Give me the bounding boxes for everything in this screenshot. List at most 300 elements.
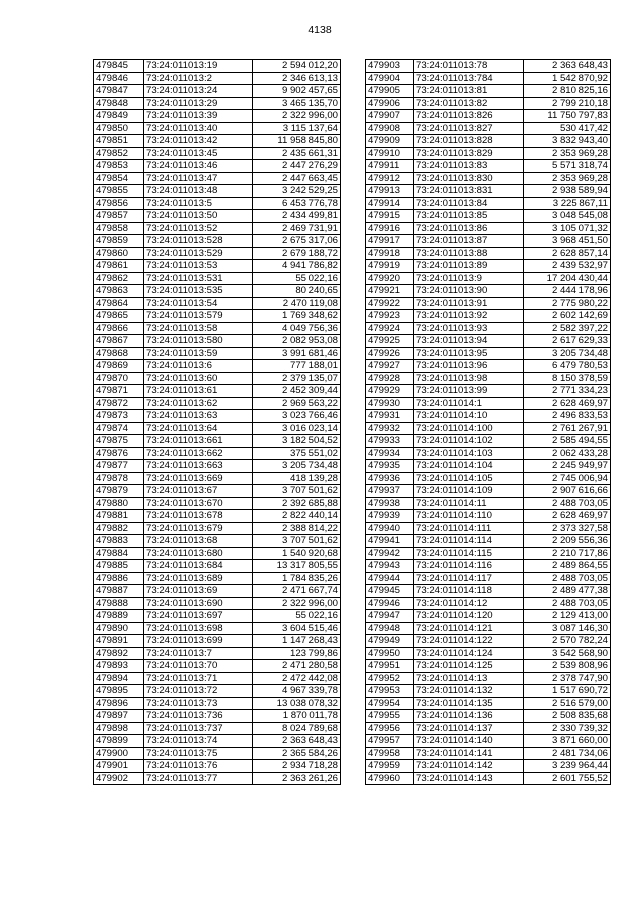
table-row — [94, 710, 341, 723]
table-row — [94, 510, 341, 523]
page-number: 4138 — [308, 24, 332, 36]
row-number-cell: 479916 — [366, 222, 414, 235]
table-row — [366, 572, 611, 585]
value-cell: 2 488 703,05 — [524, 597, 611, 610]
value-cell: 2 679 188,72 — [253, 247, 341, 260]
cadastral-number-cell: 73:24:011013:88 — [414, 247, 524, 260]
value-cell: 6 453 776,78 — [253, 197, 341, 210]
table-row — [94, 747, 341, 760]
row-number-cell: 479945 — [366, 585, 414, 598]
row-number-cell: 479877 — [94, 460, 144, 473]
value-cell: 1 870 011,78 — [253, 710, 341, 723]
value-cell: 2 585 494,55 — [524, 435, 611, 448]
table-row — [94, 685, 341, 698]
value-cell: 8 024 789,68 — [253, 722, 341, 735]
cadastral-number-cell: 73:24:011013:52 — [144, 222, 253, 235]
row-number-cell: 479908 — [366, 122, 414, 135]
row-number-cell: 479911 — [366, 160, 414, 173]
cadastral-number-cell: 73:24:011013:580 — [144, 335, 253, 348]
value-cell: 2 435 661,31 — [253, 147, 341, 160]
cadastral-number-cell: 73:24:011014:109 — [414, 485, 524, 498]
value-cell: 375 551,02 — [253, 447, 341, 460]
cadastral-number-cell: 73:24:011013:95 — [414, 347, 524, 360]
row-number-cell: 479929 — [366, 385, 414, 398]
row-number-cell: 479875 — [94, 435, 144, 448]
value-cell: 2 822 440,14 — [253, 510, 341, 523]
value-cell: 9 902 457,65 — [253, 85, 341, 98]
value-cell: 2 761 267,91 — [524, 422, 611, 435]
cadastral-number-cell: 73:24:011013:2 — [144, 72, 253, 85]
row-number-cell: 479872 — [94, 397, 144, 410]
row-number-cell: 479867 — [94, 335, 144, 348]
cadastral-number-cell: 73:24:011013:737 — [144, 722, 253, 735]
row-number-cell: 479868 — [94, 347, 144, 360]
register-table-left — [93, 59, 341, 785]
table-row — [366, 247, 611, 260]
row-number-cell: 479919 — [366, 260, 414, 273]
table-row — [94, 422, 341, 435]
table-row — [366, 660, 611, 673]
cadastral-number-cell: 73:24:011013:29 — [144, 97, 253, 110]
value-cell: 3 832 943,40 — [524, 135, 611, 148]
cadastral-number-cell: 73:24:011014:135 — [414, 697, 524, 710]
row-number-cell: 479936 — [366, 472, 414, 485]
value-cell: 2 488 703,05 — [524, 572, 611, 585]
value-cell: 2 516 579,00 — [524, 697, 611, 710]
value-cell: 3 542 568,90 — [524, 647, 611, 660]
row-number-cell: 479864 — [94, 297, 144, 310]
row-number-cell: 479853 — [94, 160, 144, 173]
value-cell: 3 707 501,62 — [253, 535, 341, 548]
cadastral-number-cell: 73:24:011013:828 — [414, 135, 524, 148]
cadastral-number-cell: 73:24:011014:118 — [414, 585, 524, 598]
value-cell: 2 938 589,94 — [524, 185, 611, 198]
cadastral-number-cell: 73:24:011013:86 — [414, 222, 524, 235]
table-row — [366, 685, 611, 698]
row-number-cell: 479937 — [366, 485, 414, 498]
cadastral-number-cell: 73:24:011013:736 — [144, 710, 253, 723]
table-row — [366, 472, 611, 485]
value-cell: 2 346 613,13 — [253, 72, 341, 85]
row-number-cell: 479942 — [366, 547, 414, 560]
row-number-cell: 479892 — [94, 647, 144, 660]
table-row — [94, 697, 341, 710]
value-cell: 2 602 142,69 — [524, 310, 611, 323]
cadastral-number-cell: 73:24:011013:73 — [144, 697, 253, 710]
value-cell: 123 799,86 — [253, 647, 341, 660]
value-cell: 13 317 805,55 — [253, 560, 341, 573]
cadastral-number-cell: 73:24:011013:830 — [414, 172, 524, 185]
cadastral-number-cell: 73:24:011013:70 — [144, 660, 253, 673]
row-number-cell: 479956 — [366, 722, 414, 735]
row-number-cell: 479926 — [366, 347, 414, 360]
row-number-cell: 479914 — [366, 197, 414, 210]
cadastral-number-cell: 73:24:011014:104 — [414, 460, 524, 473]
table-row — [366, 460, 611, 473]
row-number-cell: 479949 — [366, 635, 414, 648]
value-cell: 2 330 739,32 — [524, 722, 611, 735]
value-cell: 3 242 529,25 — [253, 185, 341, 198]
row-number-cell: 479953 — [366, 685, 414, 698]
cadastral-number-cell: 73:24:011014:102 — [414, 435, 524, 448]
table-row — [94, 447, 341, 460]
table-row — [94, 585, 341, 598]
cadastral-number-cell: 73:24:011013:531 — [144, 272, 253, 285]
cadastral-number-cell: 73:24:011013:83 — [414, 160, 524, 173]
cadastral-number-cell: 73:24:011014:1 — [414, 397, 524, 410]
table-row — [366, 385, 611, 398]
cadastral-number-cell: 73:24:011013:99 — [414, 385, 524, 398]
cadastral-number-cell: 73:24:011013:67 — [144, 485, 253, 498]
table-row — [94, 60, 341, 73]
row-number-cell: 479923 — [366, 310, 414, 323]
table-row — [366, 297, 611, 310]
value-cell: 3 871 660,00 — [524, 735, 611, 748]
value-cell: 3 182 504,52 — [253, 435, 341, 448]
row-number-cell: 479955 — [366, 710, 414, 723]
row-number-cell: 479888 — [94, 597, 144, 610]
value-cell: 2 472 442,08 — [253, 672, 341, 685]
table-row — [366, 485, 611, 498]
table-row — [94, 635, 341, 648]
value-cell: 11 958 845,80 — [253, 135, 341, 148]
value-cell: 2 444 178,96 — [524, 285, 611, 298]
value-cell: 2 471 280,58 — [253, 660, 341, 673]
value-cell: 55 022,16 — [253, 610, 341, 623]
cadastral-number-cell: 73:24:011013:679 — [144, 522, 253, 535]
value-cell: 2 628 469,97 — [524, 397, 611, 410]
row-number-cell: 479869 — [94, 360, 144, 373]
value-cell: 2 907 616,66 — [524, 485, 611, 498]
table-row — [366, 722, 611, 735]
value-cell: 3 048 545,08 — [524, 210, 611, 223]
value-cell: 11 750 797,83 — [524, 110, 611, 123]
cadastral-number-cell: 73:24:011013:6 — [144, 360, 253, 373]
cadastral-number-cell: 73:24:011013:40 — [144, 122, 253, 135]
row-number-cell: 479858 — [94, 222, 144, 235]
value-cell: 13 038 078,32 — [253, 697, 341, 710]
table-row — [94, 222, 341, 235]
value-cell: 3 023 766,46 — [253, 410, 341, 423]
row-number-cell: 479882 — [94, 522, 144, 535]
cadastral-number-cell: 73:24:011013:58 — [144, 322, 253, 335]
row-number-cell: 479871 — [94, 385, 144, 398]
table-row — [366, 535, 611, 548]
cadastral-number-cell: 73:24:011014:124 — [414, 647, 524, 660]
row-number-cell: 479950 — [366, 647, 414, 660]
value-cell: 2 471 667,74 — [253, 585, 341, 598]
row-number-cell: 479948 — [366, 622, 414, 635]
table-row — [366, 735, 611, 748]
table-row — [94, 672, 341, 685]
value-cell: 2 489 477,38 — [524, 585, 611, 598]
value-cell: 2 810 825,16 — [524, 85, 611, 98]
cadastral-number-cell: 73:24:011014:11 — [414, 497, 524, 510]
row-number-cell: 479931 — [366, 410, 414, 423]
table-row — [94, 247, 341, 260]
table-row — [366, 235, 611, 248]
cadastral-number-cell: 73:24:011013:61 — [144, 385, 253, 398]
cadastral-number-cell: 73:24:011013:826 — [414, 110, 524, 123]
cadastral-number-cell: 73:24:011013:829 — [414, 147, 524, 160]
value-cell: 2 434 499,81 — [253, 210, 341, 223]
row-number-cell: 479940 — [366, 522, 414, 535]
cadastral-number-cell: 73:24:011013:45 — [144, 147, 253, 160]
cadastral-number-cell: 73:24:011013:68 — [144, 535, 253, 548]
value-cell: 2 322 996,00 — [253, 597, 341, 610]
row-number-cell: 479876 — [94, 447, 144, 460]
value-cell: 2 488 703,05 — [524, 497, 611, 510]
table-row — [366, 510, 611, 523]
cadastral-number-cell: 73:24:011013:82 — [414, 97, 524, 110]
row-number-cell: 479951 — [366, 660, 414, 673]
cadastral-number-cell: 73:24:011013:60 — [144, 372, 253, 385]
cadastral-number-cell: 73:24:011014:117 — [414, 572, 524, 585]
table-row — [366, 347, 611, 360]
cadastral-number-cell: 73:24:011013:93 — [414, 322, 524, 335]
row-number-cell: 479870 — [94, 372, 144, 385]
value-cell: 2 447 663,45 — [253, 172, 341, 185]
table-row — [94, 497, 341, 510]
value-cell: 530 417,42 — [524, 122, 611, 135]
table-row — [94, 272, 341, 285]
row-number-cell: 479904 — [366, 72, 414, 85]
row-number-cell: 479946 — [366, 597, 414, 610]
row-number-cell: 479944 — [366, 572, 414, 585]
value-cell: 2 363 648,43 — [253, 735, 341, 748]
cadastral-number-cell: 73:24:011014:114 — [414, 535, 524, 548]
value-cell: 3 016 023,14 — [253, 422, 341, 435]
cadastral-number-cell: 73:24:011013:77 — [144, 772, 253, 785]
value-cell: 2 775 980,22 — [524, 297, 611, 310]
value-cell: 2 594 012,20 — [253, 60, 341, 73]
row-number-cell: 479906 — [366, 97, 414, 110]
table-row — [366, 260, 611, 273]
row-number-cell: 479912 — [366, 172, 414, 185]
row-number-cell: 479860 — [94, 247, 144, 260]
cadastral-number-cell: 73:24:011013:63 — [144, 410, 253, 423]
cadastral-number-cell: 73:24:011013:699 — [144, 635, 253, 648]
value-cell: 3 968 451,50 — [524, 235, 611, 248]
row-number-cell: 479846 — [94, 72, 144, 85]
cadastral-number-cell: 73:24:011013:89 — [414, 260, 524, 273]
row-number-cell: 479856 — [94, 197, 144, 210]
table-row — [366, 172, 611, 185]
table-row — [94, 610, 341, 623]
value-cell: 2 799 210,18 — [524, 97, 611, 110]
table-row — [366, 597, 611, 610]
cadastral-number-cell: 73:24:011013:19 — [144, 60, 253, 73]
cadastral-number-cell: 73:24:011013:663 — [144, 460, 253, 473]
table-row — [94, 285, 341, 298]
table-row — [366, 185, 611, 198]
table-row — [94, 322, 341, 335]
row-number-cell: 479857 — [94, 210, 144, 223]
value-cell: 2 934 718,28 — [253, 760, 341, 773]
table-row — [94, 72, 341, 85]
value-cell: 3 105 071,32 — [524, 222, 611, 235]
row-number-cell: 479958 — [366, 747, 414, 760]
table-row — [366, 335, 611, 348]
table-row — [94, 660, 341, 673]
table-row — [94, 547, 341, 560]
table-row — [366, 110, 611, 123]
value-cell: 4 941 786,82 — [253, 260, 341, 273]
value-cell: 6 479 780,53 — [524, 360, 611, 373]
cadastral-number-cell: 73:24:011014:111 — [414, 522, 524, 535]
table-row — [366, 560, 611, 573]
row-number-cell: 479891 — [94, 635, 144, 648]
row-number-cell: 479902 — [94, 772, 144, 785]
cadastral-number-cell: 73:24:011013:48 — [144, 185, 253, 198]
row-number-cell: 479938 — [366, 497, 414, 510]
cadastral-number-cell: 73:24:011014:122 — [414, 635, 524, 648]
cadastral-number-cell: 73:24:011013:661 — [144, 435, 253, 448]
table-row — [366, 372, 611, 385]
row-number-cell: 479954 — [366, 697, 414, 710]
value-cell: 2 245 949,97 — [524, 460, 611, 473]
cadastral-number-cell: 73:24:011013:75 — [144, 747, 253, 760]
cadastral-number-cell: 73:24:011014:120 — [414, 610, 524, 623]
row-number-cell: 479859 — [94, 235, 144, 248]
cadastral-number-cell: 73:24:011013:689 — [144, 572, 253, 585]
table-row — [94, 647, 341, 660]
cadastral-number-cell: 73:24:011013:5 — [144, 197, 253, 210]
value-cell: 2 353 969,28 — [524, 147, 611, 160]
value-cell: 2 392 685,88 — [253, 497, 341, 510]
cadastral-number-cell: 73:24:011013:54 — [144, 297, 253, 310]
cadastral-number-cell: 73:24:011014:110 — [414, 510, 524, 523]
row-number-cell: 479899 — [94, 735, 144, 748]
row-number-cell: 479890 — [94, 622, 144, 635]
cadastral-number-cell: 73:24:011013:669 — [144, 472, 253, 485]
table-row — [94, 460, 341, 473]
row-number-cell: 479928 — [366, 372, 414, 385]
table-row — [366, 360, 611, 373]
value-cell: 2 388 814,22 — [253, 522, 341, 535]
table-row — [366, 85, 611, 98]
row-number-cell: 479852 — [94, 147, 144, 160]
row-number-cell: 479935 — [366, 460, 414, 473]
cadastral-number-cell: 73:24:011014:121 — [414, 622, 524, 635]
row-number-cell: 479959 — [366, 760, 414, 773]
value-cell: 2 062 433,28 — [524, 447, 611, 460]
value-cell: 8 150 378,59 — [524, 372, 611, 385]
table-row — [366, 585, 611, 598]
table-row — [94, 185, 341, 198]
row-number-cell: 479921 — [366, 285, 414, 298]
value-cell: 2 373 327,58 — [524, 522, 611, 535]
value-cell: 2 496 833,53 — [524, 410, 611, 423]
table-row — [94, 160, 341, 173]
row-number-cell: 479947 — [366, 610, 414, 623]
cadastral-number-cell: 73:24:011013:678 — [144, 510, 253, 523]
row-number-cell: 479847 — [94, 85, 144, 98]
cadastral-number-cell: 73:24:011013:72 — [144, 685, 253, 698]
value-cell: 2 628 469,97 — [524, 510, 611, 523]
cadastral-number-cell: 73:24:011013:9 — [414, 272, 524, 285]
table-row — [94, 147, 341, 160]
table-row — [366, 197, 611, 210]
cadastral-number-cell: 73:24:011013:53 — [144, 260, 253, 273]
cadastral-number-cell: 73:24:011013:94 — [414, 335, 524, 348]
value-cell: 3 707 501,62 — [253, 485, 341, 498]
value-cell: 4 967 339,78 — [253, 685, 341, 698]
row-number-cell: 479894 — [94, 672, 144, 685]
table-row — [94, 297, 341, 310]
table-row — [366, 672, 611, 685]
value-cell: 1 147 268,43 — [253, 635, 341, 648]
row-number-cell: 479889 — [94, 610, 144, 623]
row-number-cell: 479925 — [366, 335, 414, 348]
table-row — [366, 322, 611, 335]
table-row — [94, 385, 341, 398]
cadastral-number-cell: 73:24:011013:579 — [144, 310, 253, 323]
table-row — [366, 622, 611, 635]
value-cell: 2 771 334,23 — [524, 385, 611, 398]
table-row — [366, 547, 611, 560]
value-cell: 2 628 857,14 — [524, 247, 611, 260]
table-row — [366, 760, 611, 773]
table-row — [366, 635, 611, 648]
table-row — [94, 572, 341, 585]
row-number-cell: 479932 — [366, 422, 414, 435]
row-number-cell: 479862 — [94, 272, 144, 285]
row-number-cell: 479900 — [94, 747, 144, 760]
table-row — [366, 710, 611, 723]
table-row — [366, 72, 611, 85]
table-row — [366, 285, 611, 298]
table-row — [366, 160, 611, 173]
cadastral-number-cell: 73:24:011013:91 — [414, 297, 524, 310]
cadastral-number-cell: 73:24:011013:662 — [144, 447, 253, 460]
row-number-cell: 479897 — [94, 710, 144, 723]
row-number-cell: 479873 — [94, 410, 144, 423]
row-number-cell: 479933 — [366, 435, 414, 448]
cadastral-number-cell: 73:24:011014:105 — [414, 472, 524, 485]
row-number-cell: 479920 — [366, 272, 414, 285]
cadastral-number-cell: 73:24:011013:81 — [414, 85, 524, 98]
row-number-cell: 479883 — [94, 535, 144, 548]
table-row — [366, 647, 611, 660]
cadastral-number-cell: 73:24:011013:529 — [144, 247, 253, 260]
table-row — [94, 397, 341, 410]
cadastral-number-cell: 73:24:011013:528 — [144, 235, 253, 248]
cadastral-number-cell: 73:24:011013:69 — [144, 585, 253, 598]
value-cell: 55 022,16 — [253, 272, 341, 285]
table-row — [94, 122, 341, 135]
value-cell: 5 571 318,74 — [524, 160, 611, 173]
cadastral-number-cell: 73:24:011013:827 — [414, 122, 524, 135]
cadastral-number-cell: 73:24:011013:47 — [144, 172, 253, 185]
cadastral-number-cell: 73:24:011013:698 — [144, 622, 253, 635]
value-cell: 4 049 756,36 — [253, 322, 341, 335]
cadastral-number-cell: 73:24:011013:784 — [414, 72, 524, 85]
cadastral-number-cell: 73:24:011013:98 — [414, 372, 524, 385]
row-number-cell: 479941 — [366, 535, 414, 548]
row-number-cell: 479854 — [94, 172, 144, 185]
cadastral-number-cell: 73:24:011013:39 — [144, 110, 253, 123]
table-row — [366, 147, 611, 160]
cadastral-number-cell: 73:24:011013:684 — [144, 560, 253, 573]
table-row — [94, 135, 341, 148]
row-number-cell: 479930 — [366, 397, 414, 410]
table-row — [366, 122, 611, 135]
table-row — [366, 435, 611, 448]
cadastral-number-cell: 73:24:011013:96 — [414, 360, 524, 373]
cadastral-number-cell: 73:24:011013:46 — [144, 160, 253, 173]
table-row — [94, 335, 341, 348]
